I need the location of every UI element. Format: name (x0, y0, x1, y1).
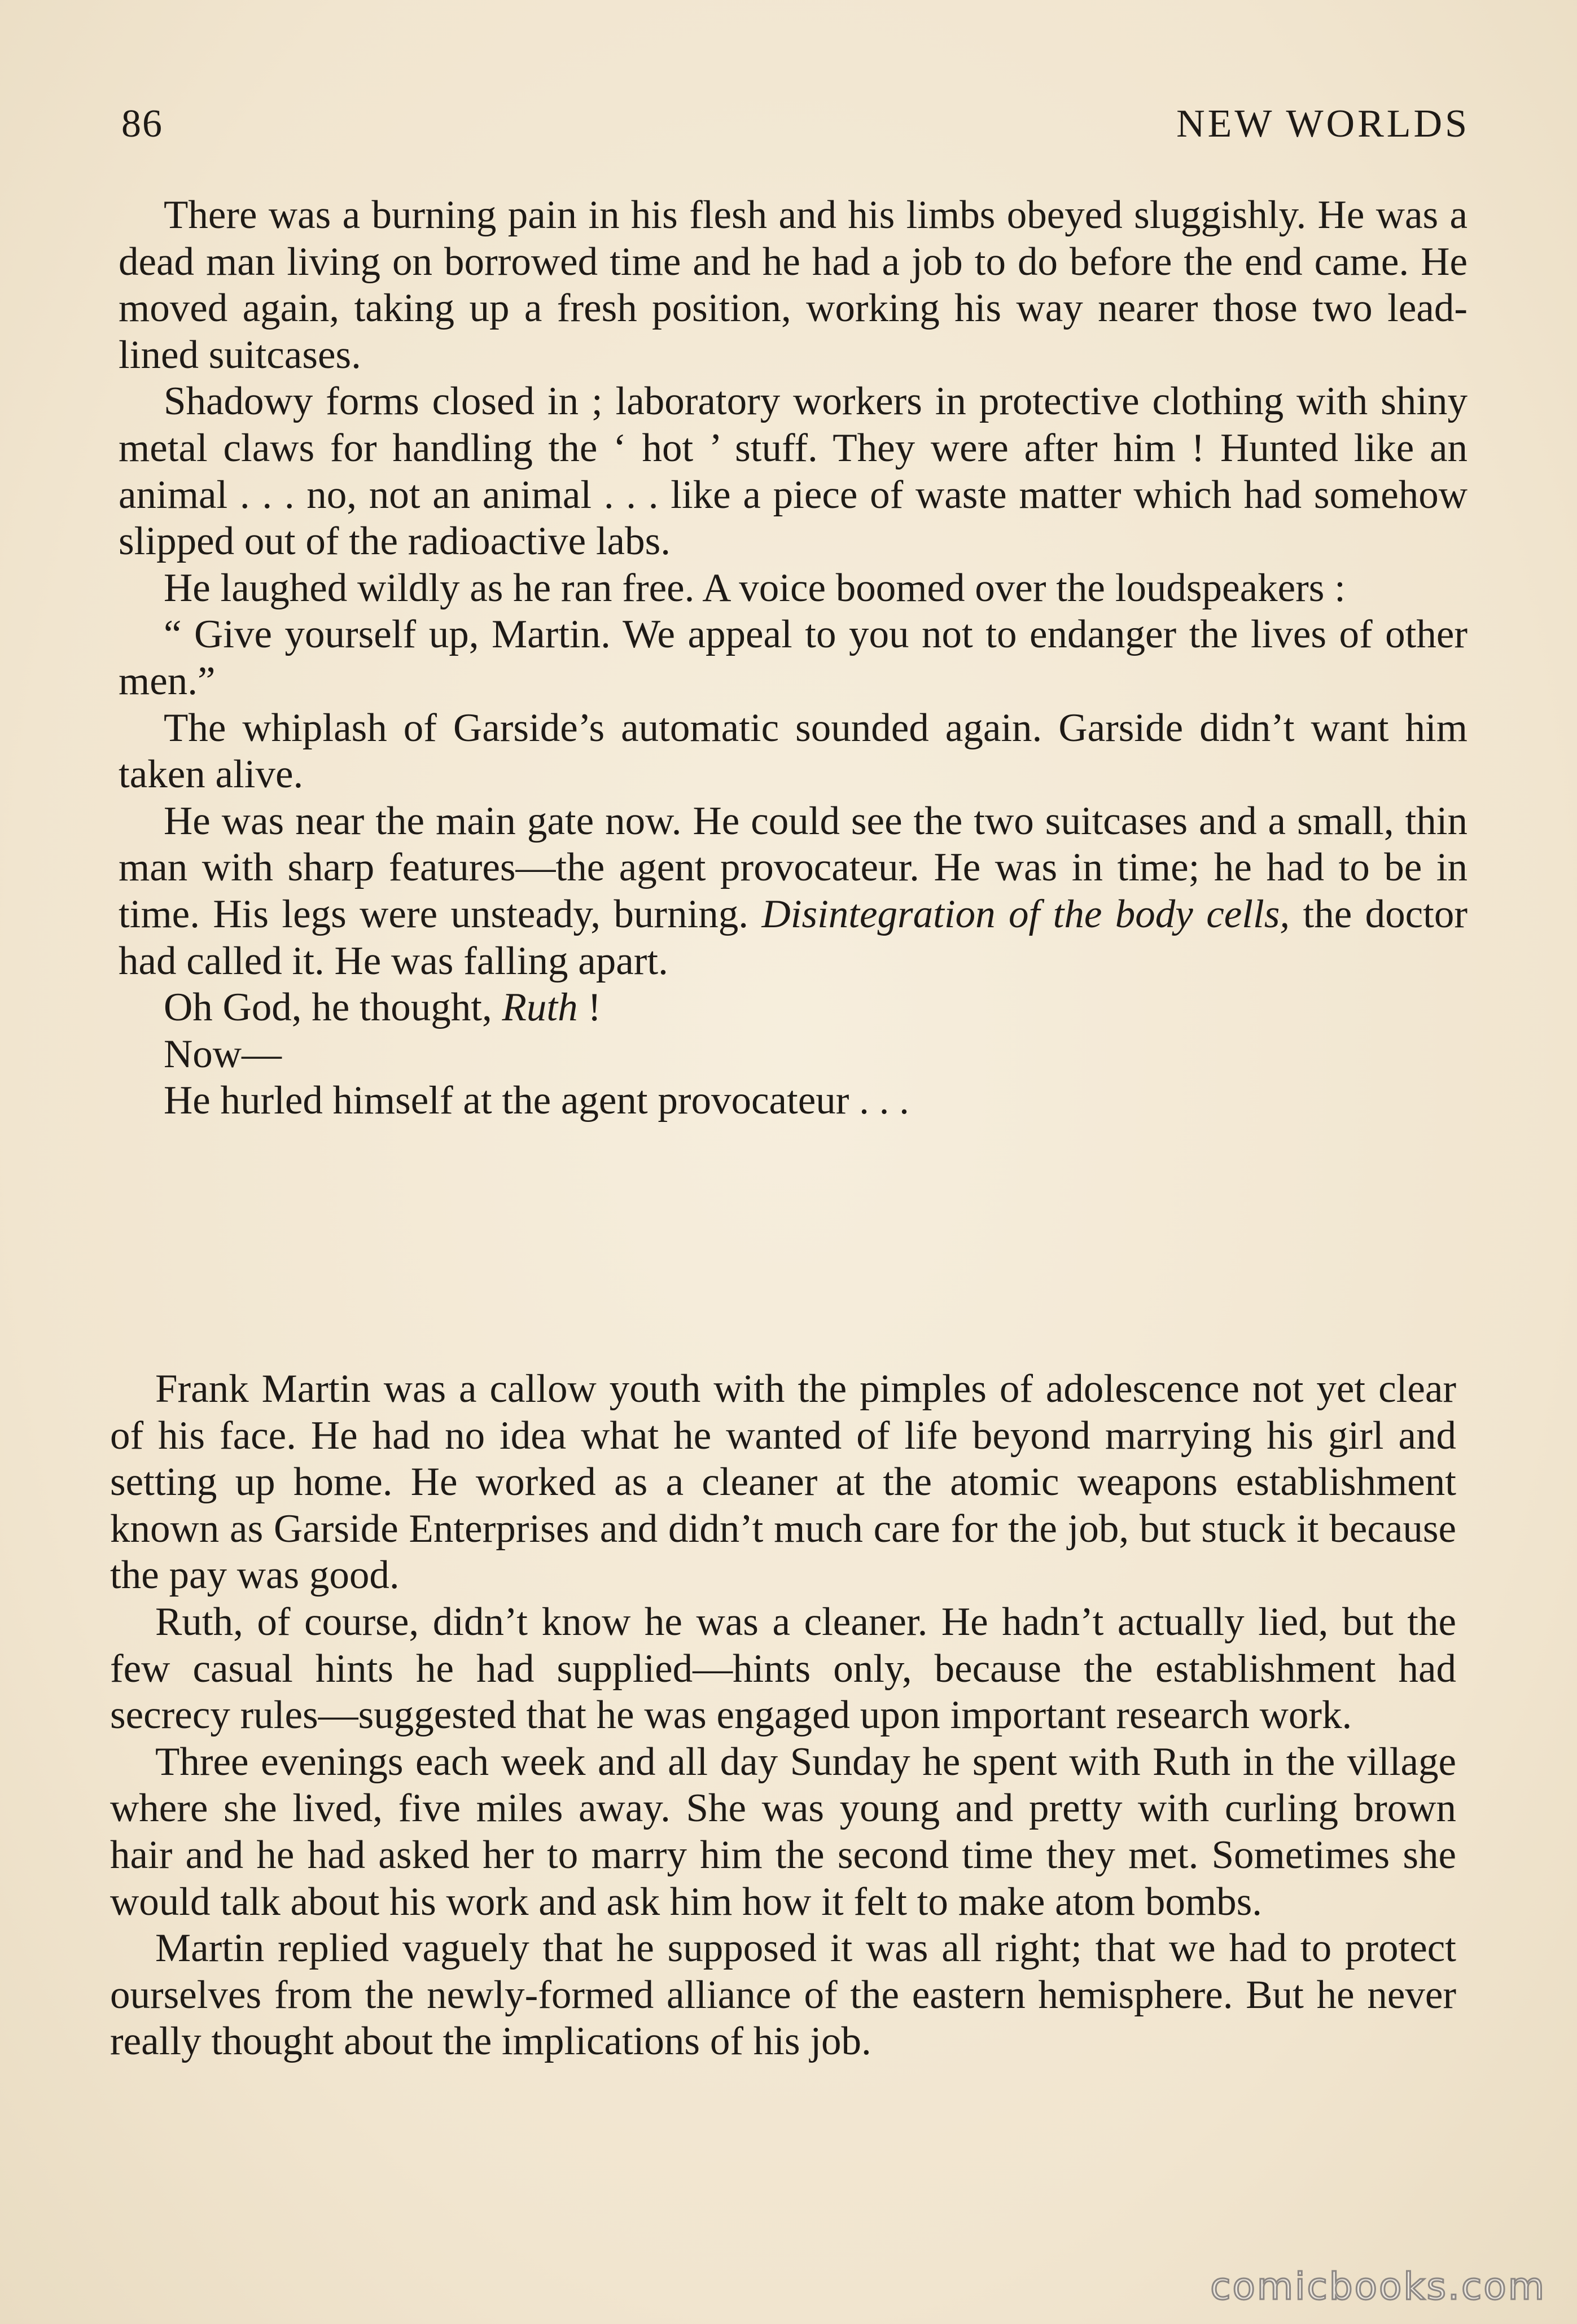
paragraph: He laughed wildly as he ran free. A voice boomed over the loudspeakers : (164, 565, 1346, 610)
paragraph: Ruth, of course, didn’t know he was a cleaner. He hadn’t actually lied, but the few casual hints he had supplied—hints only, because the establishment had secrecy rules—suggested that he was engaged upon important research work. (110, 1599, 1456, 1738)
paragraph (119, 798, 1468, 984)
watermark: comicbooks.com (1210, 2265, 1546, 2308)
paragraph: Now— (164, 1032, 282, 1076)
italic-name: Ruth (502, 985, 578, 1030)
paragraph-text: He was near the main gate now. He could see the two suitcases and a small, thin man with sharp features—the agent provocateur. He was in time; he had to be in time. His legs were unsteady, burning. (119, 799, 1468, 936)
page-number: 86 (121, 102, 163, 146)
paragraph-text: the doctor had called it. He was falling apart. (119, 892, 1468, 983)
page-header (121, 102, 1470, 152)
text-section-2 (110, 1366, 1456, 2065)
running-title: NEW WORLDS (1176, 102, 1470, 146)
paragraph: Shadowy forms closed in ; laboratory workers in protective clothing with shiny metal claws for handling the ‘ hot ’ stuff. They were after him ! Hunted like an animal . . . no, not an animal . . . like a piece of waste matter which had somehow slipped out of the radioactive labs. (119, 379, 1468, 564)
paragraph: Martin replied vaguely that he supposed it was all right; that we had to protect ourselves from the newly-formed alliance of the eastern hemisphere. But he never really thought about the implications of his job. (110, 1926, 1456, 2064)
paragraph (119, 984, 1468, 1031)
paragraph-text: ! (577, 985, 602, 1030)
paragraph: There was a burning pain in his flesh and his limbs obeyed sluggishly. He was a dead man living on borrowed time and he had a job to do before the end came. He moved again, taking up a fresh position, working his way nearer those two lead-lined suitcases. (119, 193, 1468, 377)
paragraph: He hurled himself at the agent provocateur . . . (164, 1078, 909, 1123)
paragraph: “ Give yourself up, Martin. We appeal to you not to endanger the lives of other men.” (119, 612, 1468, 703)
paragraph: Three evenings each week and all day Sunday he spent with Ruth in the village where she lived, five miles away. She was young and pretty with curling brown hair and he had asked her to marry him the second time they met. Sometimes she would talk about his work and ask him how it felt to make atom bombs. (110, 1739, 1456, 1924)
paragraph-text: Oh God, he thought, (164, 985, 492, 1030)
italic-phrase: Disintegration of the body cells, (761, 892, 1290, 936)
paragraph: Frank Martin was a callow youth with the pimples of adolescence not yet clear of his face. He had no idea what he wanted of life beyond marrying his girl and setting up home. He worked as a cleaner at the atomic weapons establishment known as Garside Enterprises and didn’t much care for the job, but stuck it because the pay was good. (110, 1367, 1456, 1598)
paragraph: The whiplash of Garside’s automatic sounded again. Garside didn’t want him taken alive. (119, 705, 1468, 797)
text-section-1 (119, 192, 1468, 1124)
